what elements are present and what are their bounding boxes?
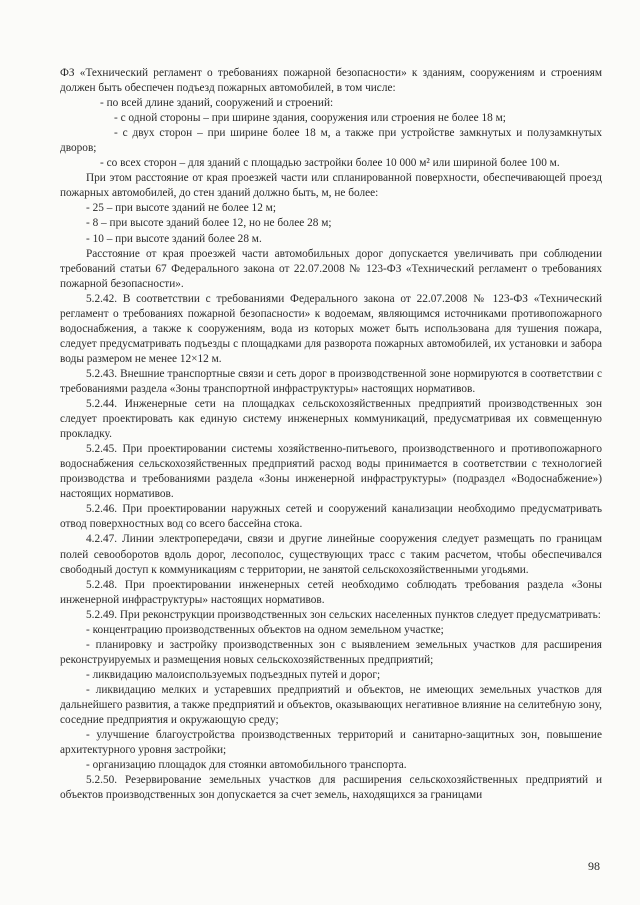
- paragraph: - концентрацию производственных объектов на одном земельном участке;: [86, 623, 444, 636]
- paragraph: ФЗ «Технический регламент о требованиях пожарной безопасности» к зданиям, сооружениям и строениям должен быть обеспечен подъезд пожарных автомобилей, в том числе:: [60, 67, 602, 95]
- paragraph: - 8 – при высоте зданий более 12, но не более 28 м;: [86, 217, 332, 230]
- paragraph: - организацию площадок для стоянки автомобильного транспорта.: [86, 759, 407, 772]
- paragraph: 5.2.50. Резервирование земельных участков для расширения сельскохозяйственных предприятий и объектов производственных зон допускается за счет земель, находящихся за границами: [60, 774, 602, 802]
- paragraph: - со всех сторон – для зданий с площадью застройки более 10 000 м² или шириной более 100 м.: [100, 157, 560, 170]
- paragraph: 5.2.44. Инженерные сети на площадках сельскохозяйственных предприятий производственных зон следует проектировать как единую систему инженерных коммуникаций, предусматривая их совмещенную прокладку.: [60, 398, 602, 441]
- paragraph: 5.2.46. При проектировании наружных сетей и сооружений канализации необходимо предусматривать отвод поверхностных вод со всего бассейна стока.: [60, 503, 602, 531]
- paragraph: - планировку и застройку производственных зон с выявлением земельных участков для расширения реконструируемых и размещения новых сельскохозяйственных предприятий;: [60, 638, 602, 666]
- page-number: 98: [588, 859, 600, 873]
- paragraph: 5.2.49. При реконструкции производственных зон сельских населенных пунктов следует предусматривать:: [86, 608, 601, 621]
- paragraph: 4.2.47. Линии электропередачи, связи и другие линейные сооружения следует размещать по границам полей севооборотов вдоль дорог, лесополос, существующих трасс с таким расчетом, чтобы обеспечивался свободный доступ к коммуникациям с территории, не занятой сельскохозяйственными угодьями.: [60, 533, 602, 576]
- paragraph: - с одной стороны – при ширине здания, сооружения или строения не более 18 м;: [114, 112, 506, 125]
- paragraph: - улучшение благоустройства производственных территорий и санитарно-защитных зон, повышение архитектурного уровня застройки;: [60, 729, 602, 757]
- paragraph: - ликвидацию малоиспользуемых подъездных путей и дорог;: [86, 668, 381, 681]
- paragraph: 5.2.48. При проектировании инженерных сетей необходимо соблюдать требования раздела «Зоны инженерной инфраструктуры» настоящих нормативов.: [60, 578, 602, 606]
- paragraph: - по всей длине зданий, сооружений и строений:: [100, 97, 334, 110]
- paragraph: 5.2.45. При проектировании системы хозяйственно-питьевого, производственного и противопожарного водоснабжения сельскохозяйственных предприятий расход воды принимается в соответствии с технологией производства и требованиями раздела «Зоны инженерной инфраструктуры» (подраздел «Водоснабжение») настоящих нормативов.: [60, 443, 602, 501]
- paragraph: При этом расстояние от края проезжей части или спланированной поверхности, обеспечивающей проезд пожарных автомобилей, до стен зданий должно быть, м, не более:: [60, 172, 602, 200]
- paragraph: - с двух сторон – при ширине более 18 м, а также при устройстве замкнутых и полузамкнутых дворов;: [60, 127, 602, 155]
- paragraph: - ликвидацию мелких и устаревших предприятий и объектов, не имеющих земельных участков для дальнейшего развития, а также предприятий и объектов, оказывающих негативное влияние на селитебную зону, соседние предприятия и окружающую среду;: [60, 683, 602, 727]
- paragraph: 5.2.42. В соответствии с требованиями Федерального закона от 22.07.2008 № 123-ФЗ «Технический регламент о требованиях пожарной безопасности» к водоемам, являющимся источниками противопожарного водоснабжения, а также к сооружениям, вода из которых может быть использована для тушения пожара, следует предусматривать подъезды с площадками для разворота пожарных автомобилей, их установки и забора воды размером не менее 12×12 м.: [60, 292, 602, 365]
- body-text: [60, 66, 602, 803]
- paragraph: - 10 – при высоте зданий более 28 м.: [86, 232, 262, 245]
- paragraph: 5.2.43. Внешние транспортные связи и сеть дорог в производственной зоне нормируются в соответствии с требованиями раздела «Зоны транспортной инфраструктуры» настоящих нормативов.: [60, 367, 602, 395]
- paragraph: Расстояние от края проезжей части автомобильных дорог допускается увеличивать при соблюдении требований статьи 67 Федерального закона от 22.07.2008 № 123-ФЗ «Технический регламент о требованиях пожарной безопасности».: [60, 247, 602, 290]
- paragraph: - 25 – при высоте зданий не более 12 м;: [86, 202, 276, 215]
